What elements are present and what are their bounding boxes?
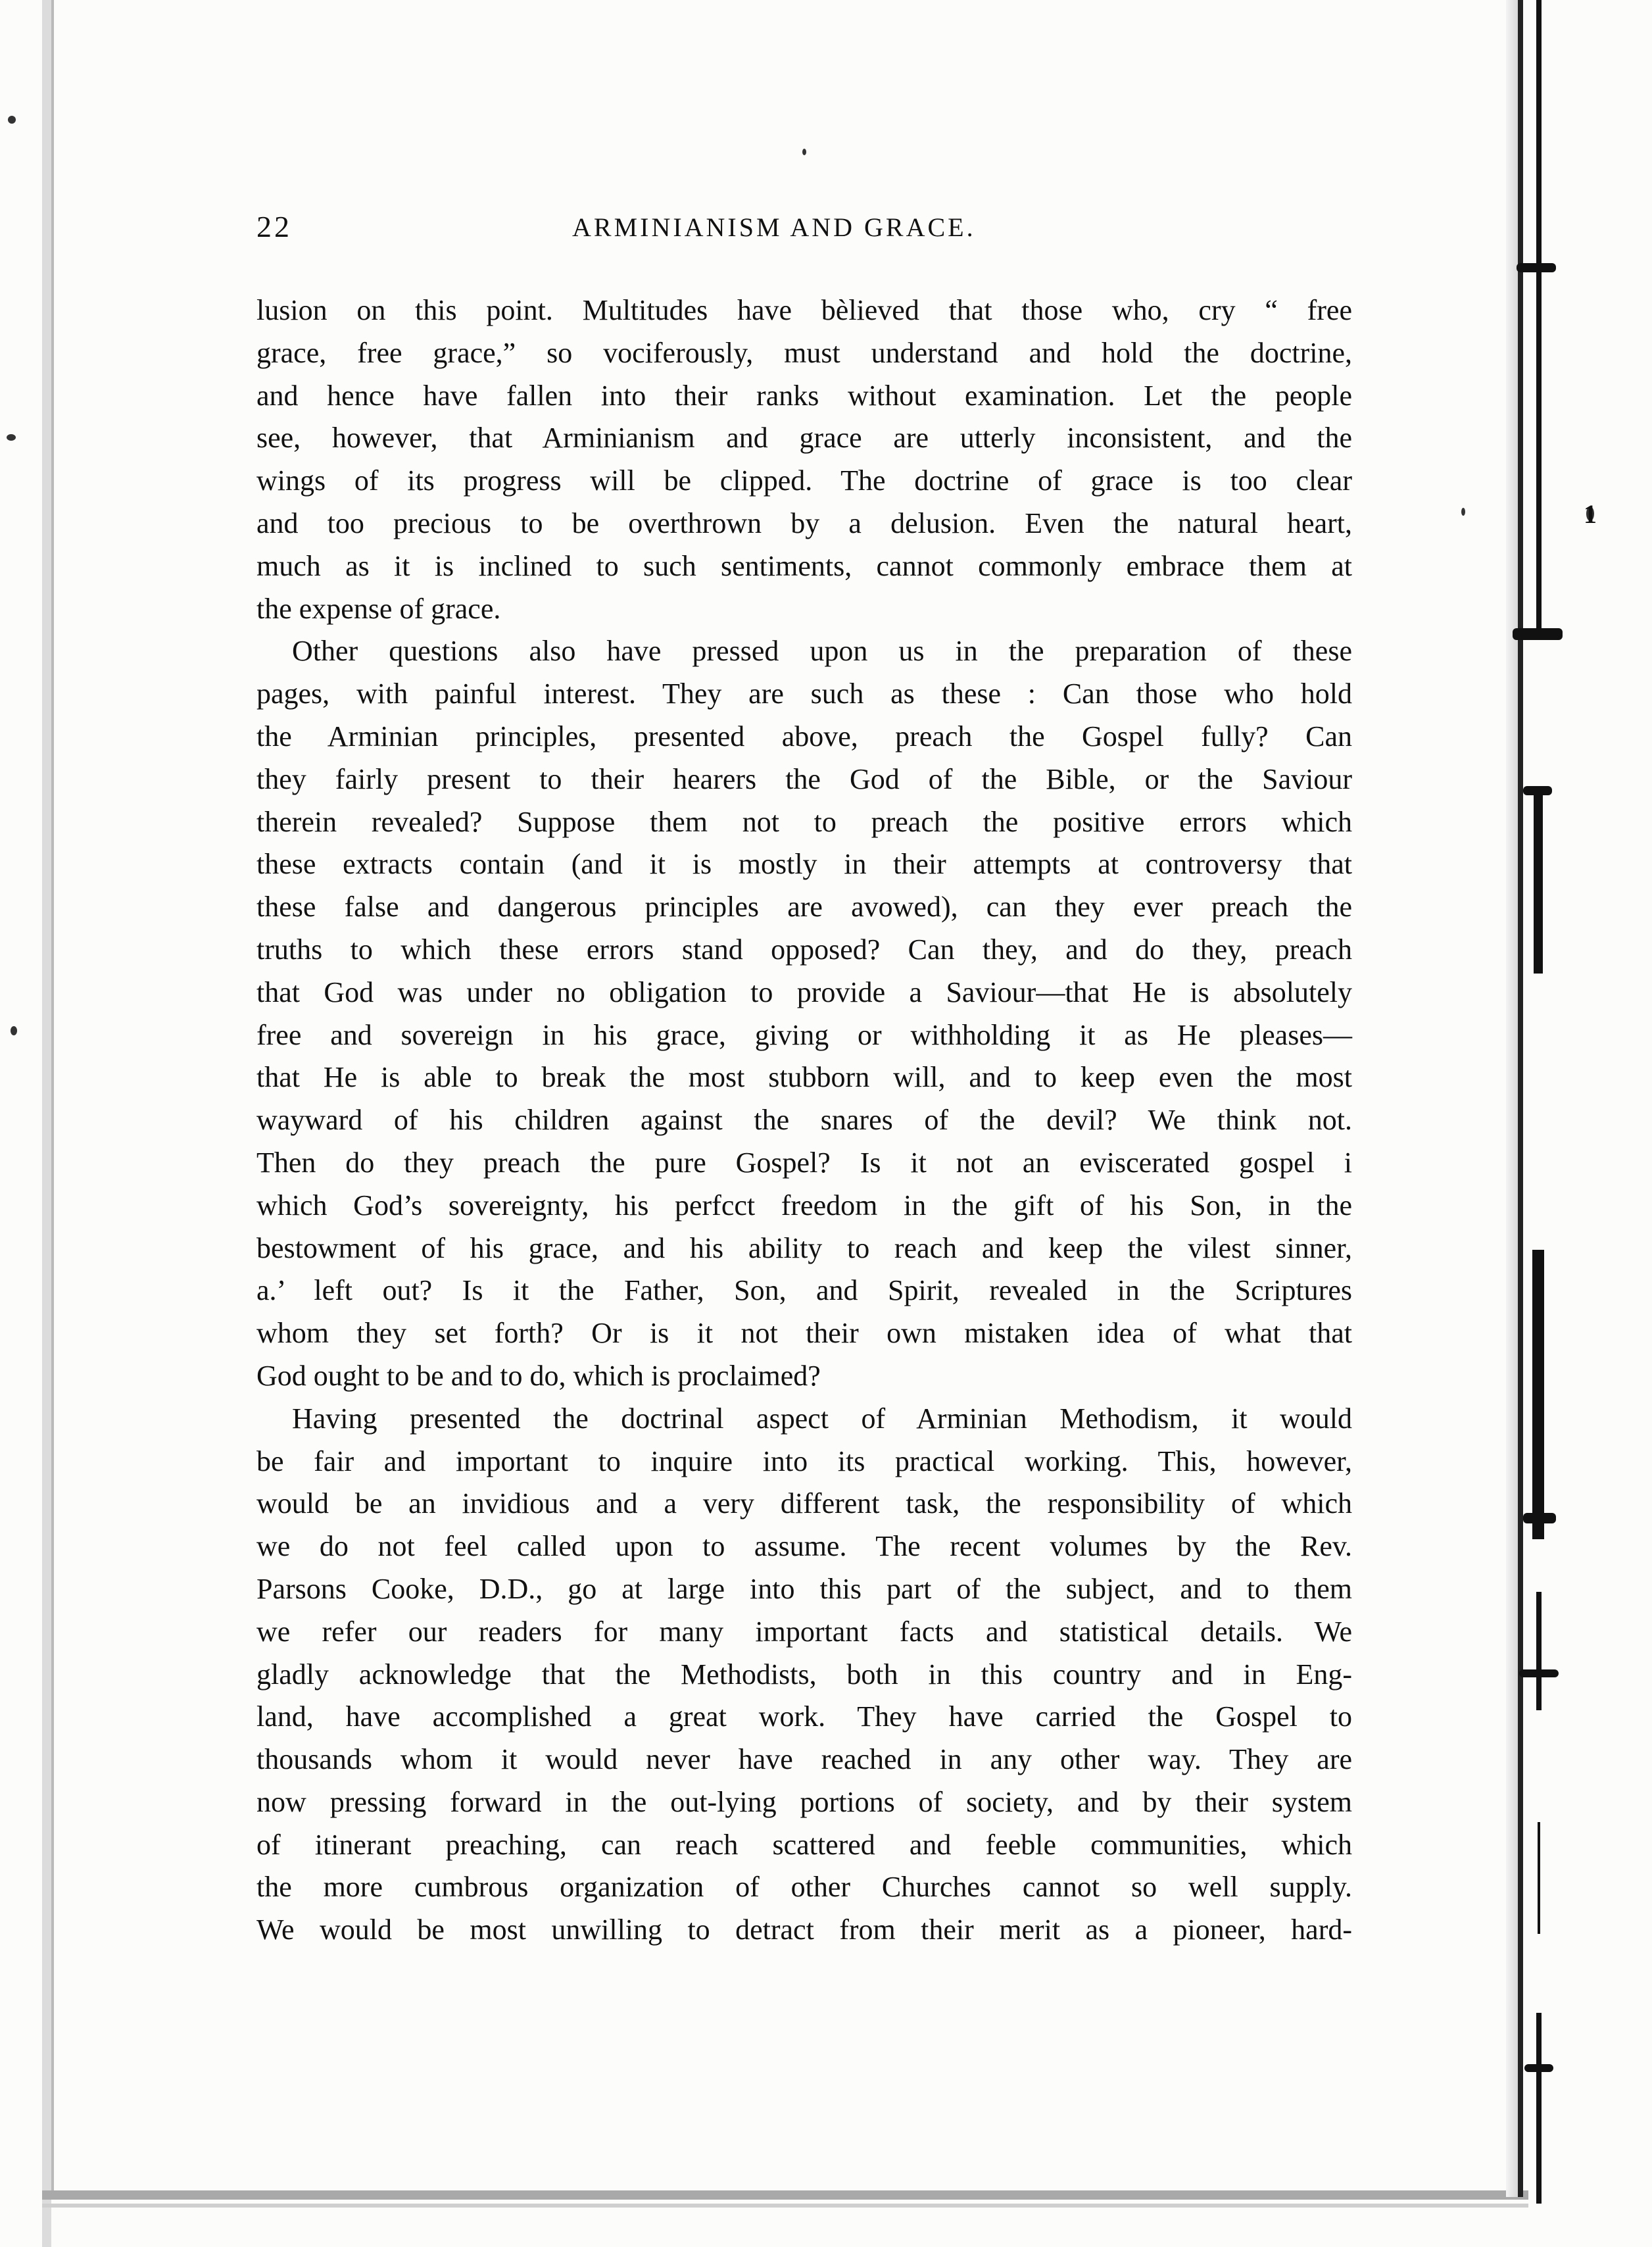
running-head bbox=[256, 209, 1348, 249]
scan-speck bbox=[11, 1026, 17, 1035]
text-line: bestowment of his grace, and his ability to reach and keep the vilest sinner, bbox=[256, 1231, 1352, 1264]
binding-thread bbox=[1538, 1822, 1540, 1934]
binding-knot bbox=[1524, 2064, 1553, 2072]
body-text bbox=[256, 289, 1352, 1952]
text-line: much as it is inclined to such sentiments, cannot commonly embrace them at bbox=[256, 549, 1352, 582]
text-line: thousands whom it would never have reached in any other way. They are bbox=[256, 1743, 1352, 1776]
text-line: pages, with painful interest. They are such as these : Can those who hold bbox=[256, 678, 1352, 710]
text-line: Then do they preach the pure Gospel? Is it not an eviscerated gospel i bbox=[256, 1146, 1352, 1179]
text-line: the more cumbrous organization of other Churches cannot so well supply. bbox=[256, 1871, 1352, 1904]
binding-knot bbox=[1523, 786, 1552, 795]
scan-speck bbox=[7, 434, 16, 441]
text-line: a.’ left out? Is it the Father, Son, and Spirit, revealed in the Scriptures bbox=[256, 1274, 1352, 1307]
text-line: land, have accomplished a great work. They have carried the Gospel to bbox=[256, 1700, 1352, 1733]
binding-thread bbox=[1536, 276, 1542, 631]
text-line: which God’s sovereignty, his perfcct freedom in the gift of his Son, in the bbox=[256, 1189, 1352, 1222]
text-line: gladly acknowledge that the Methodists, both in this country and in Eng- bbox=[256, 1658, 1352, 1691]
paragraph-start-line: Other questions also have pressed upon us in the preparation of these bbox=[292, 635, 1352, 668]
binding-thread bbox=[1536, 2013, 1542, 2204]
binding-thread bbox=[1532, 1250, 1544, 1539]
binding-knot bbox=[1517, 263, 1556, 272]
text-line: these extracts contain (and it is mostly in their attempts at controversy that bbox=[256, 848, 1352, 881]
page-bottom-shadow bbox=[42, 2204, 1528, 2208]
text-line: therein revealed? Suppose them not to preach the positive errors which bbox=[256, 805, 1352, 838]
page-right-shadow bbox=[1506, 0, 1518, 2197]
text-line: be fair and important to inquire into its practical working. This, however, bbox=[256, 1444, 1352, 1477]
text-line: Parsons Cooke, D.D., go at large into this part of the subject, and to them bbox=[256, 1572, 1352, 1605]
text-line: they fairly present to their hearers the God of the Bible, or the Saviour bbox=[256, 762, 1352, 795]
binding-knot bbox=[1523, 1513, 1556, 1523]
text-line: would be an invidious and a very different task, the responsibility of which bbox=[256, 1487, 1352, 1520]
page-number: 22 bbox=[256, 210, 292, 243]
text-line: God ought to be and to do, which is proclaimed? bbox=[256, 1359, 821, 1392]
scan-speck bbox=[1461, 508, 1465, 516]
text-line: the Arminian principles, presented above, preach the Gospel fully? Can bbox=[256, 720, 1352, 753]
binding-thread bbox=[1536, 0, 1542, 276]
running-title: ARMINIANISM AND GRACE. bbox=[572, 212, 976, 242]
scan-speck bbox=[8, 116, 16, 124]
text-line: these false and dangerous principles are avowed), can they ever preach the bbox=[256, 891, 1352, 924]
text-line: we refer our readers for many important facts and statistical details. We bbox=[256, 1615, 1352, 1648]
text-line: We would be most unwilling to detract from their merit as a pioneer, hard- bbox=[256, 1914, 1352, 1946]
text-line: that God was under no obligation to provide a Saviour—that He is absolutely bbox=[256, 975, 1352, 1008]
text-line: now pressing forward in the out-lying portions of society, and by their system bbox=[256, 1785, 1352, 1818]
text-line: grace, free grace,” so vociferously, must understand and hold the doctrine, bbox=[256, 336, 1352, 369]
text-line: we do not feel called upon to assume. The recent volumes by the Rev. bbox=[256, 1530, 1352, 1563]
text-line: and too precious to be overthrown by a delusion. Even the natural heart, bbox=[256, 506, 1352, 539]
text-line: free and sovereign in his grace, giving or withholding it as He pleases— bbox=[256, 1018, 1352, 1051]
text-line: and hence have fallen into their ranks without examination. Let the people bbox=[256, 379, 1352, 412]
binding-knot bbox=[1519, 1669, 1559, 1677]
text-line: whom they set forth? Or is it not their own mistaken idea of what that bbox=[256, 1317, 1352, 1350]
page-left-shadow bbox=[51, 0, 54, 2190]
binding-thread bbox=[1536, 1592, 1542, 1710]
binding-thread bbox=[1534, 789, 1543, 974]
paragraph-start-line: Having presented the doctrinal aspect of Arminian Methodism, it would bbox=[292, 1402, 1352, 1435]
text-line: of itinerant preaching, can reach scattered and feeble communities, which bbox=[256, 1828, 1352, 1861]
text-line: see, however, that Arminianism and grace are utterly inconsistent, and the bbox=[256, 422, 1352, 455]
text-line: the expense of grace. bbox=[256, 592, 501, 625]
text-line: wings of its progress will be clipped. The doctrine of grace is too clear bbox=[256, 464, 1352, 497]
page-left-edge bbox=[42, 0, 51, 2247]
text-line: wayward of his children against the snares of the devil? We think not. bbox=[256, 1104, 1352, 1137]
text-line: lusion on this point. Multitudes have bèlieved that those who, cry “ free bbox=[256, 294, 1352, 326]
page-bottom-edge bbox=[42, 2190, 1528, 2200]
scan-speck bbox=[802, 149, 806, 155]
binding-knot bbox=[1513, 628, 1563, 640]
text-line: truths to which these errors stand opposed? Can they, and do they, preach bbox=[256, 933, 1352, 966]
right-margin-mark: 1 bbox=[1584, 499, 1597, 529]
text-line: that He is able to break the most stubborn will, and to keep even the most bbox=[256, 1061, 1352, 1094]
page-right-edge bbox=[1518, 0, 1523, 2197]
